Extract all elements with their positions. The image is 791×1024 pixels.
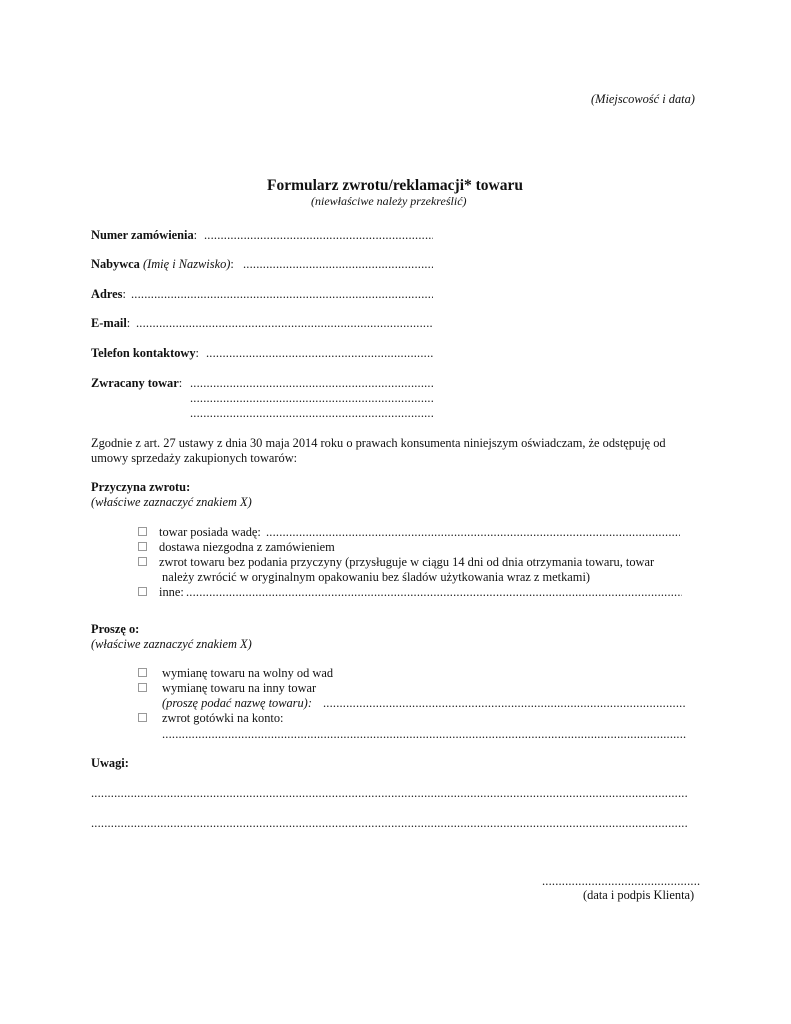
returned-goods-dotted-line-1[interactable] [190, 376, 433, 391]
signature-dotted-line[interactable] [542, 874, 700, 889]
notes-heading: Uwagi: [91, 756, 129, 770]
checkbox[interactable] [138, 527, 147, 536]
request-hint: (właściwe zaznaczyć znakiem X) [91, 637, 252, 651]
address-label: Adres [91, 287, 123, 301]
email-label: E-mail [91, 316, 127, 330]
checkbox[interactable] [138, 713, 147, 722]
address-field: Adres: [91, 287, 126, 301]
reason-option-no-reason[interactable]: zwrot towaru bez podania przyczyny (przysługuje w ciągu 14 dni od dnia otrzymania towaru, towar [138, 555, 654, 570]
phone-label: Telefon kontaktowy [91, 346, 196, 360]
buyer-label: Nabywca [91, 257, 140, 271]
phone-field: Telefon kontaktowy: [91, 346, 199, 360]
returned-goods-label: Zwracany towar [91, 376, 179, 390]
order-number-field: Numer zamówienia: [91, 228, 198, 242]
checkbox[interactable] [138, 683, 147, 692]
place-date-label: (Miejscowość i data) [591, 92, 695, 106]
notes-dotted-line-2[interactable] [91, 816, 687, 831]
returned-goods-field: Zwracany towar: [91, 376, 183, 390]
defect-dotted-line[interactable] [266, 525, 680, 540]
address-dotted-line[interactable] [131, 287, 433, 302]
returned-goods-dotted-line-2[interactable] [190, 391, 433, 406]
product-name-hint: (proszę podać nazwę towaru): [162, 696, 312, 710]
phone-dotted-line[interactable] [206, 346, 433, 361]
checkbox[interactable] [138, 542, 147, 551]
buyer-dotted-line[interactable] [243, 257, 433, 272]
checkbox[interactable] [138, 668, 147, 677]
reason-option-no-reason-cont: należy zwrócić w oryginalnym opakowaniu bez śladów użytkowania wraz z metkami) [162, 570, 591, 584]
request-option-other-product[interactable]: wymianę towaru na inny towar [138, 681, 316, 696]
reason-option-defect[interactable]: towar posiada wadę: [138, 525, 261, 540]
email-field: E-mail: [91, 316, 131, 330]
request-option-refund[interactable]: zwrot gotówki na konto: [138, 711, 283, 726]
checkbox[interactable] [138, 557, 147, 566]
signature-label: (data i podpis Klienta) [583, 888, 695, 902]
other-dotted-line[interactable] [186, 585, 682, 600]
buyer-field: Nabywca (Imię i Nazwisko): [91, 257, 234, 271]
request-option-defect-free[interactable]: wymianę towaru na wolny od wad [138, 666, 333, 681]
statement-line-1: Zgodnie z art. 27 ustawy z dnia 30 maja 2014 roku o prawach konsumenta niniejszym oświadczam, że odstępuję od [91, 436, 666, 450]
reason-heading: Przyczyna zwrotu: [91, 480, 191, 494]
request-heading: Proszę o: [91, 622, 140, 636]
statement-line-2: umowy sprzedaży zakupionych towarów: [91, 451, 298, 465]
order-number-dotted-line[interactable] [204, 228, 433, 243]
reason-hint: (właściwe zaznaczyć znakiem X) [91, 495, 252, 509]
product-name-dotted-line[interactable] [323, 696, 685, 711]
buyer-hint: (Imię i Nazwisko) [142, 257, 231, 271]
form-title: Formularz zwrotu/reklamacji* towaru [267, 177, 523, 194]
account-dotted-line[interactable] [162, 727, 687, 742]
form-subtitle: (niewłaściwe należy przekreślić) [311, 194, 467, 208]
reason-option-delivery[interactable]: dostawa niezgodna z zamówieniem [138, 540, 335, 555]
checkbox[interactable] [138, 587, 147, 596]
order-number-label: Numer zamówienia [91, 228, 194, 242]
notes-dotted-line-1[interactable] [91, 786, 687, 801]
email-dotted-line[interactable] [136, 316, 433, 331]
reason-option-other[interactable]: inne: [138, 585, 184, 600]
returned-goods-dotted-line-3[interactable] [190, 406, 433, 421]
